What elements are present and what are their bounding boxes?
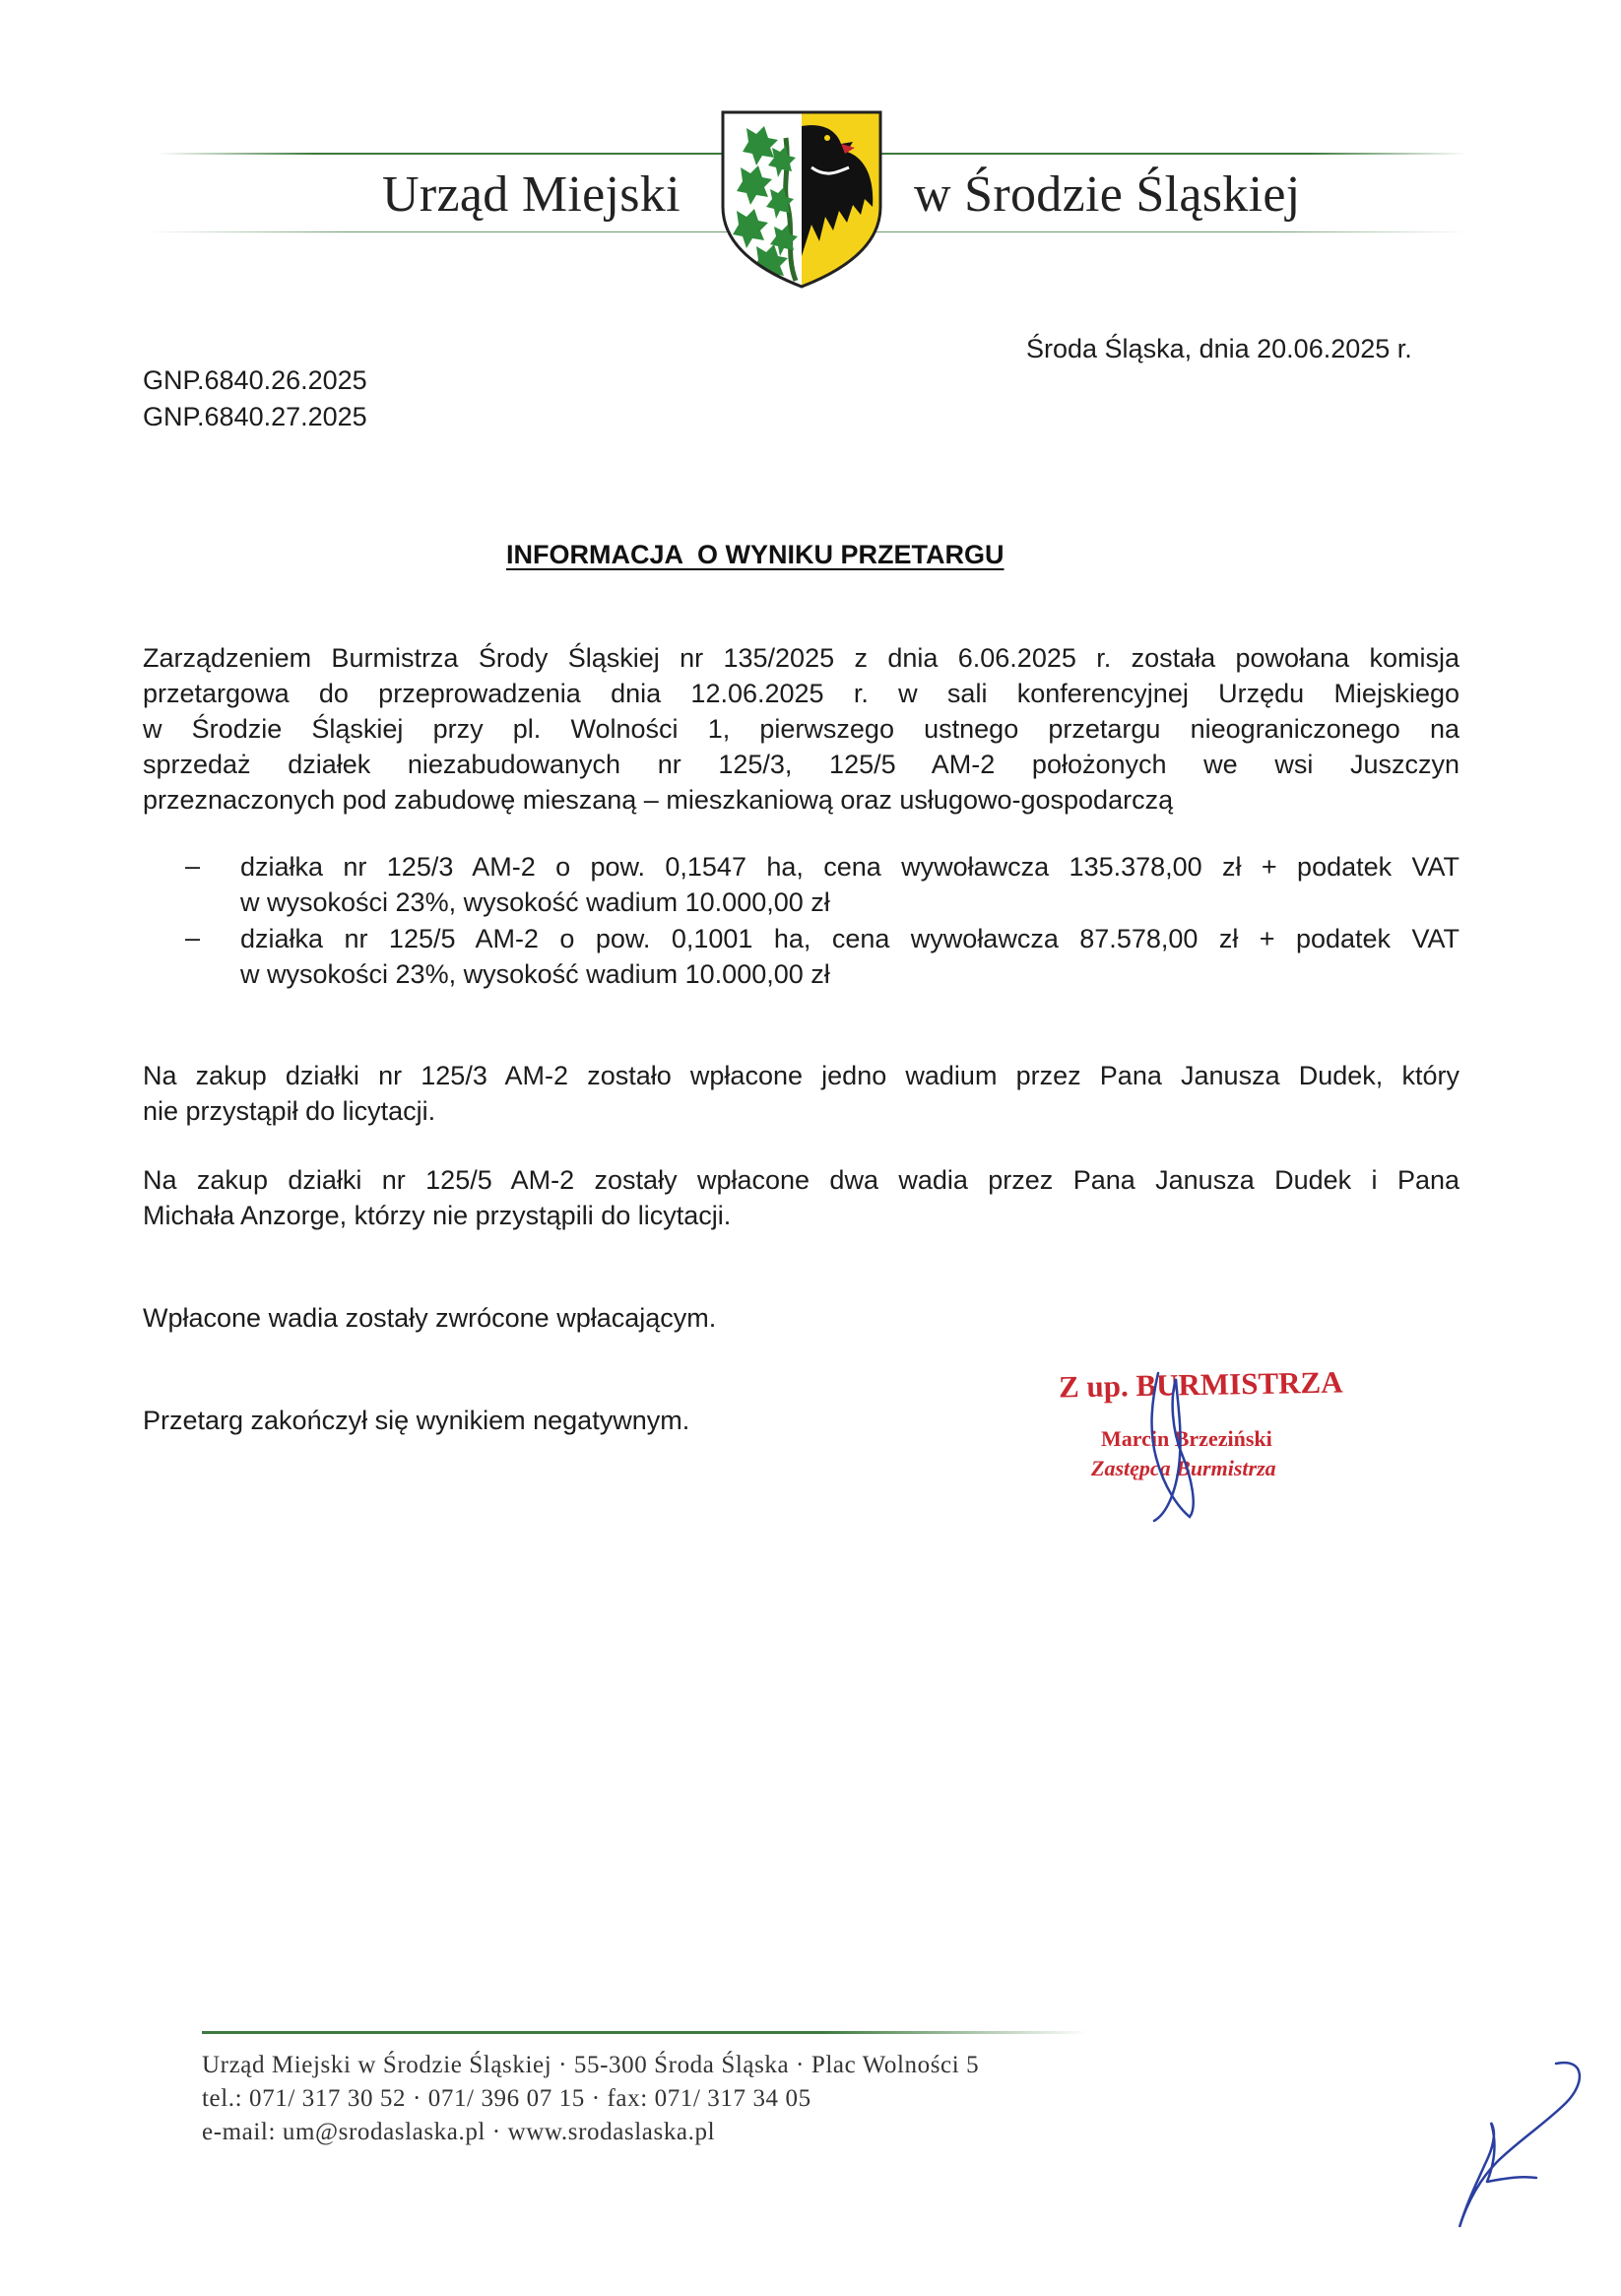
letterhead-left-text: Urząd Miejski <box>382 166 681 223</box>
paragraph-2-line-2: Michała Anzorge, którzy nie przystąpili do licytacji. <box>143 1201 732 1230</box>
intro-line-5: przeznaczonych pod zabudowę mieszaną – mieszkaniową oraz usługowo-gospodarczą <box>143 785 1174 815</box>
bullet-marker-2: – <box>185 923 201 952</box>
footer-contact: e-mail: um@srodaslaska.pl · www.srodaslaska.pl <box>202 2119 716 2145</box>
bullet-1-line-2: w wysokości 23%, wysokość wadium 10.000,00 zł <box>240 887 830 917</box>
paragraph-2-line-1: Na zakup działki nr 125/5 AM-2 zostały wpłacone dwa wadia przez Pana Janusza Dudek i Pana <box>143 1165 1459 1195</box>
paragraph-3: Wpłacone wadia zostały zwrócone wpłacającym. <box>143 1303 717 1333</box>
bullet-marker-1: – <box>185 851 201 881</box>
stamp-line-3: Zastępca Burmistrza <box>1091 1456 1276 1480</box>
footer-phone: tel.: 071/ 317 30 52 · 071/ 396 07 15 · fax: 071/ 317 34 05 <box>202 2085 811 2112</box>
paragraph-4: Przetarg zakończył się wynikiem negatywnym. <box>143 1406 690 1435</box>
signature-icon <box>1113 1359 1251 1537</box>
intro-line-3: w Środzie Śląskiej przy pl. Wolności 1, pierwszego ustnego przetargu nieograniczonego na <box>143 714 1459 744</box>
stamp-line-2: Marcin Brzeziński <box>1101 1426 1272 1451</box>
reference-number-1: GNP.6840.26.2025 <box>143 365 367 395</box>
intro-line-1: Zarządzeniem Burmistrza Środy Śląskiej nr 135/2025 z dnia 6.06.2025 r. została powołana komisja <box>143 643 1459 673</box>
letterhead-right-text: w Środzie Śląskiej <box>914 166 1301 223</box>
initials-paraph-icon <box>1438 2054 1595 2241</box>
intro-line-4: sprzedaż działek niezabudowanych nr 125/3, 125/5 AM-2 położonych we wsi Juszczyn <box>143 750 1459 779</box>
intro-line-2: przetargowa do przeprowadzenia dnia 12.06.2025 r. w sali konferencyjnej Urzędu Miejskiego <box>143 679 1459 708</box>
stamp-line-1: Z up. BURMISTRZA <box>1058 1364 1343 1405</box>
reference-number-2: GNP.6840.27.2025 <box>143 402 367 431</box>
coat-of-arms-icon <box>717 108 886 291</box>
footer-address: Urząd Miejski w Środzie Śląskiej · 55-300 Środa Śląska · Plac Wolności 5 <box>202 2052 980 2078</box>
bullet-1-line-1: działka nr 125/3 AM-2 o pow. 0,1547 ha, cena wywoławcza 135.378,00 zł + podatek VAT <box>240 852 1459 882</box>
bullet-2-line-1: działka nr 125/5 AM-2 o pow. 0,1001 ha, cena wywoławcza 87.578,00 zł + podatek VAT <box>240 924 1459 953</box>
bullet-2-line-2: w wysokości 23%, wysokość wadium 10.000,00 zł <box>240 959 830 989</box>
paragraph-1-line-1: Na zakup działki nr 125/3 AM-2 zostało wpłacone jedno wadium przez Pana Janusza Dudek, który <box>143 1061 1459 1090</box>
footer-line <box>202 2031 1088 2034</box>
place-date: Środa Śląska, dnia 20.06.2025 r. <box>1026 334 1412 363</box>
paragraph-1-line-2: nie przystąpił do licytacji. <box>143 1096 436 1126</box>
document-title: INFORMACJA O WYNIKU PRZETARGU <box>506 540 1005 569</box>
